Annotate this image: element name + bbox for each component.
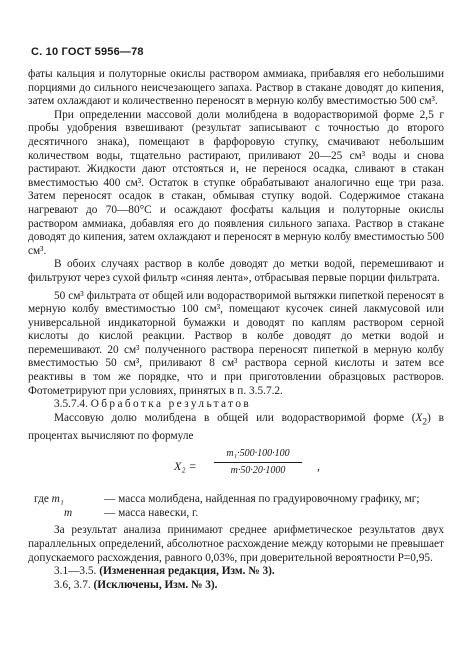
formula-fraction [214,447,302,477]
paragraph-calculation-intro [28,412,444,443]
section-title: Обработка результатов [90,398,252,411]
definition-m-term [28,507,104,521]
variable-definitions [28,493,444,520]
definition-m1-term [28,493,104,507]
calc-symbol: X [415,411,423,424]
definition-prefix: где [34,493,49,506]
definition-m-text: — масса навески, г. [104,506,199,519]
paragraph-water-soluble-form: При определении массовой доли молибдена в водорастворимой форме 2,5 г пробы удобрения взвешивают (результат записывают с точностью до второго десятичного знака), помещают в фарфоровую ступку, смачивают небольшим количеством воды, тщательно растирают, приливают 20—25 см³ воды и снова растирают. Жидкости дают отстояться и, не перенося осадка, сливают в стакан вместимостью 400 см³. Остаток в ступке обрабатывают аналогично еще три раза. Затем переносят осадок в стакан, обмывая ступку водой. Содержимое стакана нагревают до 70—80°С и осаждают фосфаты кальция и полуторные окислы раствором аммиака, добавляя его до появления сильного запаха. Раствор в стакане доводят до кипения, затем охлаждают и переносят в мерную колбу вместимостью 500 см³. [28,108,444,257]
formula-denominator: m·50·20·1000 [230,464,286,476]
paragraph-aliquot-procedure: 50 см³ фильтрата от общей или водорастворимой вытяжки пипеткой переносят в мерную колбу вместимостью 100 см³, помещают кусочек синей лакмусовой или универсальной индикаторной бумажки и доводят по каплям раствором серной кислоты до кислой реакции. Раствор в колбе доводят до метки водой и перемешивают. 20 см³ полученного раствора переносят пипеткой в мерную колбу вместимостью 50 см³, приливают 8 см³ раствора серной кислоты и затем все реактивы в том же порядке, что и при приготовлении образцовых растворов. Фотометрируют при условиях, принятых в п. 3.5.7.2. [28,289,444,397]
formula-tail: , [317,459,320,474]
paragraph-excluded-note [28,579,444,593]
paragraph-ammonia-precipitation: фаты кальция и полуторные окислы раствором аммиака, прибавляя его небольшими порциями до сильного неисчезающего запаха. Раствор в стакане доводят до кипения, затем охлаждают и количественно переносят в мерную колбу вместимостью 500 см³. [28,68,444,108]
calc-intro-text-b: ) в процентах вычисляют по формуле [28,411,444,442]
formula-numerator: m₁·500·100·100 [214,447,302,463]
paragraph-result-averaging: За результат анализа принимают среднее арифметическое результатов двух параллельных определений, абсолютное расхождение между которыми не превышает допускаемого расхождения, равного 0,03%, при доверительной вероятности P=0,95. [28,524,444,564]
formula-lhs: X₂ = [174,459,197,474]
calc-intro-text-a: Массовую долю молибдена в общей или водорастворимой форме ( [54,411,416,424]
calc-symbol-subscript: 2 [422,417,428,428]
section-heading [28,398,444,412]
formula-block [28,443,444,493]
excluded-status: (Исключены, Изм. № 3). [93,578,218,591]
definition-m1-text: — масса молибдена, найденная по градуировочному графику, мг; [104,493,420,506]
amendment-status: (Измененная редакция, Изм. № 3). [99,565,275,578]
definition-m-symbol: m [64,506,73,519]
page-header: С. 10 ГОСТ 5956—78 [31,46,144,58]
section-number: 3.5.7.4. [54,398,88,411]
excluded-range: 3.6, 3.7. [54,578,91,591]
amendment-range: 3.1—3.5. [54,565,97,578]
paragraph-amendment-note [28,565,444,579]
document-body [28,68,444,592]
definition-m1-symbol: m₁ [51,493,64,506]
paragraph-filtering: В обоих случаях раствор в колбе доводят до метки водой, перемешивают и фильтруют через сухой фильтр «синяя лента», отбрасывая первые порции фильтрата. [28,258,444,284]
